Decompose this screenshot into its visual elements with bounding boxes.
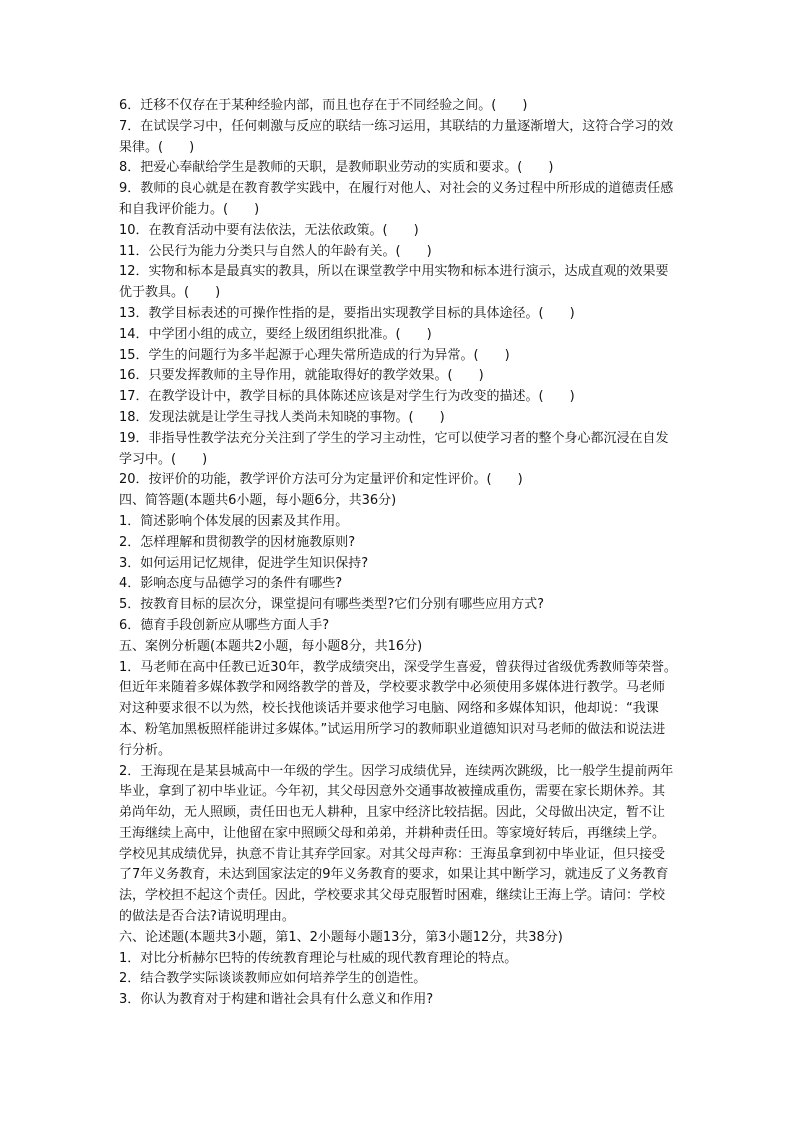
judgment-item-8: 8．把爱心奉献给学生是教师的天职，是教师职业劳动的实质和要求。( ) bbox=[119, 160, 554, 176]
short-answer-item-1: 1．简述影响个体发展的因素及其作用。 bbox=[119, 513, 349, 529]
judgment-item-7: 7．在试误学习中，任何刺激与反应的联结一练习运用，其联结的力量逐渐增大，这符合学习的效果律。( ) bbox=[119, 118, 674, 155]
short-answer-item-2: 2．怎样理解和贯彻教学的因材施教原则? bbox=[119, 534, 356, 550]
judgment-item-20: 20．按评价的功能，教学评价方法可分为定量评价和定性评价。( ) bbox=[119, 472, 523, 488]
case-item-2: 2．王海现在是某县城高中一年级的学生。因学习成绩优异，连续两次跳级，比一般学生提前两年毕业，拿到了初中毕业证。今年初，其父母因意外交通事故被撞成重伤，需要在家长期休养。其弟尚年幼，无人照顾，责任田也无人耕种，且家中经济比较拮据。因此，父母做出决定，暂不让王海继续上高中，让他留在家中照顾父母和弟弟，并耕种责任田。等家境好转后，再继续上学。学校见其成绩优异，执意不肯让其弃学回家。对其父母声称：王海虽拿到初中毕业证，但只接受了7年义务教育，未达到国家法定的9年义务教育的要求，如果让其中断学习，就违反了义务教育法，学校担不起这个责任。因此，学校要求其父母克服暂时困难，继续让王海上学。请问：学校的做法是否合法?请说明理由。 bbox=[119, 763, 674, 925]
judgment-item-16: 16．只要发挥教师的主导作用，就能取得好的教学效果。( ) bbox=[119, 368, 484, 384]
judgment-item-17: 17．在教学设计中，教学目标的具体陈述应该是对学生行为改变的描述。( ) bbox=[119, 389, 575, 405]
essay-item-2: 2．结合教学实际谈谈教师应如何培养学生的创造性。 bbox=[119, 971, 427, 987]
judgment-item-18: 18．发现法就是让学生寻找人类尚未知晓的事物。( ) bbox=[119, 409, 445, 425]
short-answer-item-6: 6．德育手段创新应从哪些方面人手? bbox=[119, 617, 330, 633]
judgment-item-10: 10．在教育活动中要有法依法，无法依政策。( ) bbox=[119, 222, 419, 238]
judgment-item-14: 14．中学团小组的成立，要经上级团组织批准。( ) bbox=[119, 326, 432, 342]
short-answer-section bbox=[119, 491, 677, 637]
judgment-item-12: 12．实物和标本是最真实的教具，所以在课堂教学中用实物和标本进行演示，达成直观的效果要优于教具。( ) bbox=[119, 264, 669, 301]
judgment-item-9: 9．教师的良心就是在教育教学实践中，在履行对他人、对社会的义务过程中所形成的道德责任感和自我评价能力。( ) bbox=[119, 181, 674, 217]
essay-item-1: 1．对比分析赫尔巴特的传统教育理论与杜威的现代教育理论的特点。 bbox=[119, 950, 518, 966]
exam-page bbox=[119, 96, 677, 1011]
section-heading: 四、简答题(本题共6小题，每小题6分，共36分) bbox=[119, 493, 397, 509]
case-item-1: 1．马老师在高中任教已近30年，教学成绩突出，深受学生喜爱，曾获得过省级优秀教师等荣誉。但近年来随着多媒体教学和网络教学的普及，学校要求教学中必须使用多媒体进行教学。马老师对这种要求很不以为然，校长找他谈话并要求他学习电脑、网络和多媒体知识，他却说：“我课本、粉笔加黑板照样能讲过多媒体。”试运用所学习的教师职业道德知识对马老师的做法和说法进行分析。 bbox=[119, 659, 677, 758]
judgment-section bbox=[119, 96, 677, 491]
section-heading: 六、论述题(本题共3小题，第1、2小题每小题13分，第3小题12分，共38分) bbox=[119, 929, 563, 945]
short-answer-item-5: 5．按教育目标的层次分，课堂提问有哪些类型?它们分别有哪些应用方式? bbox=[119, 597, 545, 613]
essay-item-3: 3．你认为教育对于构建和谐社会具有什么意义和作用? bbox=[119, 992, 434, 1008]
essay-section bbox=[119, 928, 677, 1011]
judgment-item-19: 19．非指导性教学法充分关注到了学生的学习主动性，它可以使学习者的整个身心都沉浸在自发学习中。( ) bbox=[119, 430, 669, 467]
short-answer-item-3: 3．如何运用记忆规律，促进学生知识保持? bbox=[119, 555, 369, 571]
judgment-item-6: 6．迁移不仅存在于某种经验内部，而且也存在于不同经验之间。( ) bbox=[119, 98, 528, 113]
short-answer-item-4: 4．影响态度与品德学习的条件有哪些? bbox=[119, 576, 343, 592]
section-heading: 五、案例分析题(本题共2小题，每小题8分，共16分) bbox=[119, 638, 423, 654]
judgment-item-11: 11．公民行为能力分类只与自然人的年龄有关。( ) bbox=[119, 243, 432, 259]
case-analysis-section bbox=[119, 637, 677, 928]
judgment-item-13: 13．教学目标表述的可操作性指的是，要指出实现教学目标的具体途径。( ) bbox=[119, 305, 575, 321]
judgment-item-15: 15．学生的问题行为多半起源于心理失常所造成的行为异常。( ) bbox=[119, 347, 510, 363]
